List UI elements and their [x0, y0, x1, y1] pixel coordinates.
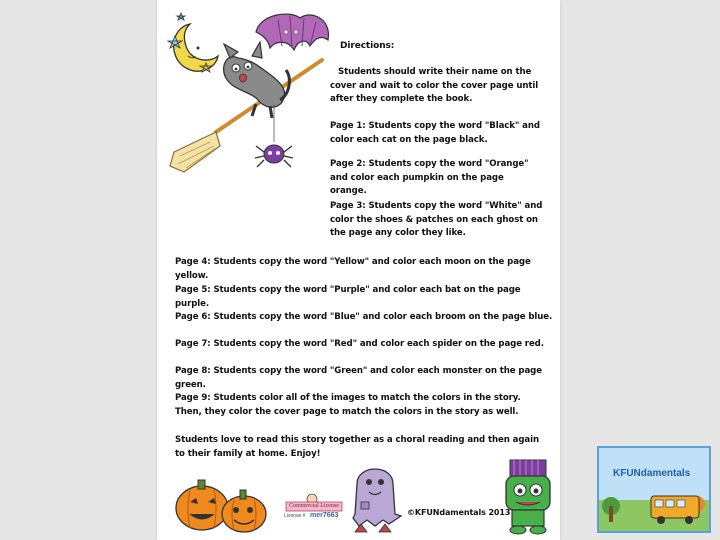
direction-page-2: Page 2: Students copy the word "Orange" and color each pumpkin on the page orange. — [330, 159, 529, 196]
monster-icon — [498, 456, 558, 536]
closing-note: Students love to read this story together as a choral reading and then again to their family at home. Enjoy! — [175, 435, 539, 459]
badge-license-number: mer7663 — [310, 512, 339, 519]
halloween-clipart-top — [160, 6, 335, 176]
kfundamentals-logo — [597, 446, 711, 533]
direction-page-6: Page 6: Students copy the word "Blue" and color each broom on the page blue. — [175, 312, 553, 322]
badge-license-label: Commercial License — [289, 503, 339, 509]
direction-page-5: Page 5: Students copy the word "Purple" and color each bat on the page purple. — [175, 285, 521, 309]
direction-page-4: Page 4: Students copy the word "Yellow" and color each moon on the page yellow. — [175, 257, 531, 281]
copyright-text: ©KFUNdamentals 2013 — [407, 508, 511, 517]
direction-page-1: Page 1: Students copy the word "Black" and color each cat on the page black. — [330, 121, 540, 145]
spider-icon — [255, 104, 293, 167]
direction-page-9: Page 9: Students color all of the images to match the colors in the story. Then, they color the cover page to match the colors in the story as well. — [175, 393, 521, 417]
bat-icon — [256, 14, 328, 50]
directions-heading: Directions: — [340, 41, 395, 51]
commercial-license-badge — [282, 493, 346, 523]
logo-text: KFUNdamentals — [613, 468, 691, 479]
ghost-icon — [345, 454, 405, 536]
direction-page-8: Page 8: Students copy the word "Green" and color each monster on the page green. — [175, 366, 542, 390]
badge-license-number-label: License # — [284, 513, 306, 519]
directions-intro: Students should write their name on the cover and wait to color the cover page until after they complete the book. — [330, 67, 539, 104]
direction-page-3: Page 3: Students copy the word "White" and color the shoes & patches on each ghost on the page any color they like. — [330, 201, 543, 238]
cat-icon — [224, 42, 290, 118]
direction-page-7: Page 7: Students copy the word "Red" and color each spider on the page red. — [175, 339, 544, 349]
moon-icon — [168, 13, 218, 72]
pumpkins-icon — [172, 466, 272, 534]
